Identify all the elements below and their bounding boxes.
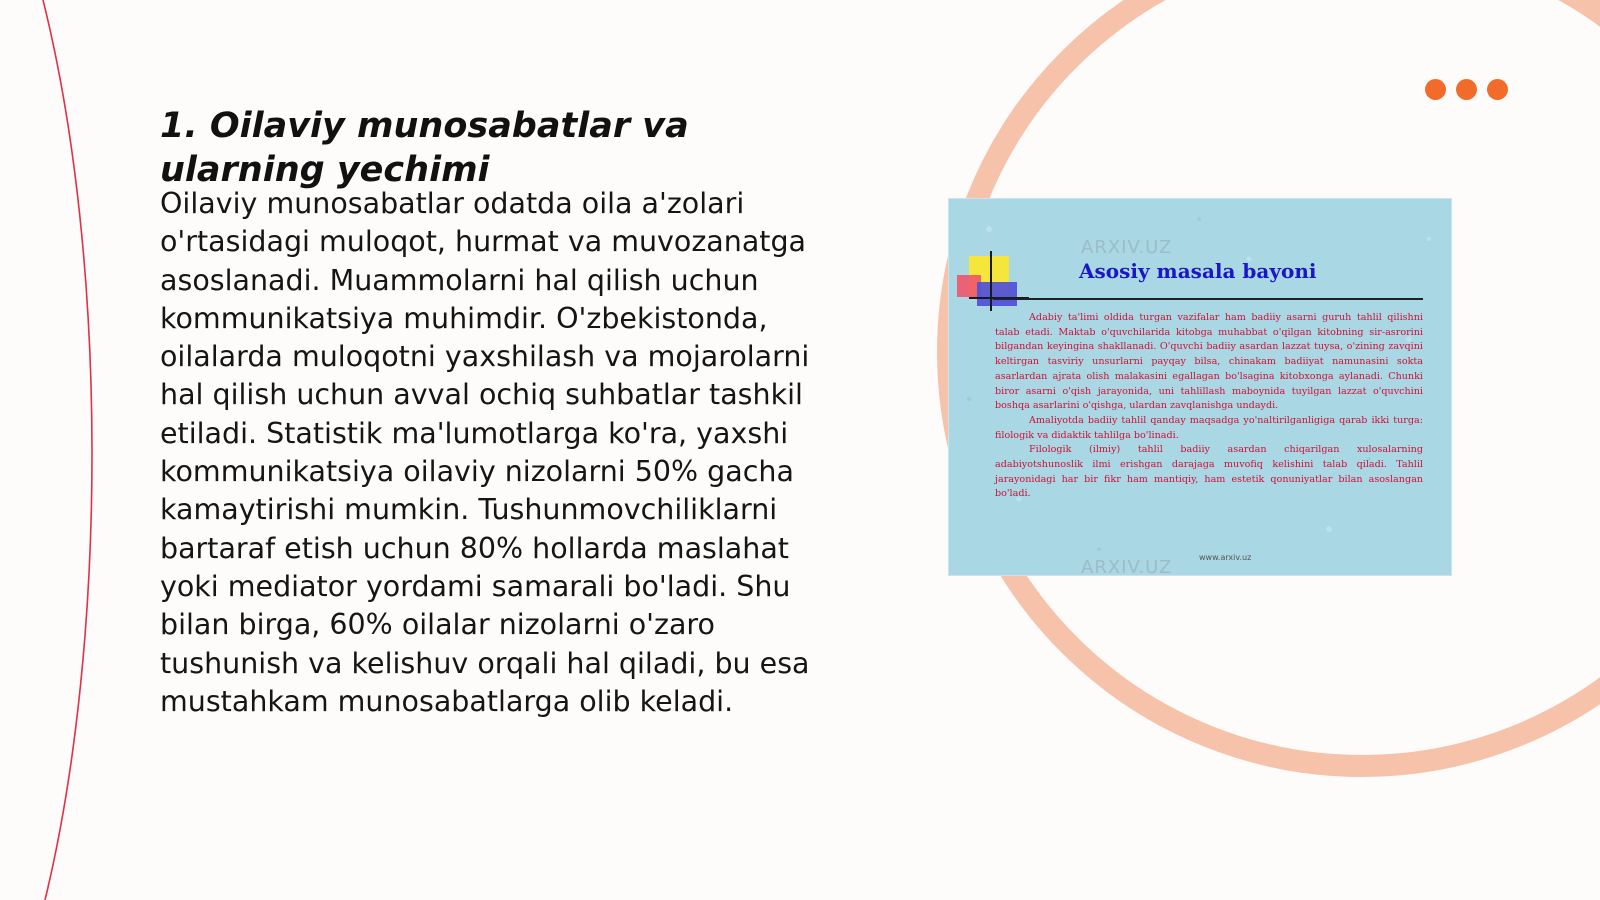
title-rule: [993, 298, 1423, 300]
watermark-bottom: ARXIV.UZ: [1081, 557, 1173, 575]
image-paragraph: Amaliyotda badiiy tahlil qanday maqsadga yo'naltirilganligiga qarab ikki turga: filologik va didaktik tahlilga bo'linadi.: [995, 414, 1423, 441]
image-title: Asosiy masala bayoni: [1079, 259, 1317, 283]
orange-dot: [1487, 79, 1508, 100]
image-paragraph: Adabiy ta'limi oldida turgan vazifalar ham badiiy asarni guruh tahlil qilishni talab etadi. Maktab o'quvchilarida kitobga muhabbat o'qilgan kitobning sir-asrorini bilgandan keyingina shakllanadi. O'quvchi badiiy asardan lazzat tuysa, o'zining zavqini keltirgan tasviriy unsurlarni payqay bilsa, chinakam badiiyat namunasini sokta asarlardan ajrata olish malakasini egallagan bo'lsagina kitobxonga aylanadi. Chunki biror asarni o'qish jarayonida, uni tahlillash maboynida tuyilgan lazzat o'quvchini boshqa asarlarini o'qishga, ulardan zavqlanishga undaydi.: [995, 312, 1423, 412]
left-curve-line: [43, 0, 92, 900]
slide-title: 1. Oilaviy munosabatlar va ularning yechimi: [160, 106, 689, 190]
image-body: [995, 311, 1423, 502]
menu-dots: [1425, 79, 1515, 101]
slide-body-text: Oilaviy munosabatlar odatda oila a'zolari o'rtasidagi muloqot, hurmat va muvozanatga asoslanadi. Muammolarni hal qilish uchun kommunikatsiya muhimdir. O'zbekistonda, oilalarda muloqotni yaxshilash va mojarolarni hal qilish uchun avval ochiq suhbatlar tashkil etiladi. Statistik ma'lumotlarga ko'ra, yaxshi kommunikatsiya oilaviy nizolarni 50% gacha kamaytirishi mumkin. Tushunmovchiliklarni bartaraf etish uchun 80% hollarda maslahat yoki mediator yordami samarali bo'ladi. Shu bilan birga, 60% oilalar nizolarni o'zaro tushunish va kelishuv orqali hal qiladi, bu esa mustahkam munosabatlarga olib keladi.: [160, 187, 810, 718]
watermark-top: ARXIV.UZ: [1081, 237, 1173, 258]
orange-dot: [1456, 79, 1477, 100]
image-footer: www.arxiv.uz: [1199, 553, 1252, 562]
image-paragraph: Filologik (ilmiy) tahlil badiiy asardan chiqarilgan xulosalarning adabiyotshunoslik ilmi erishgan darajaga muvofiq kelishini talab qiladi. Tahlil jarayonidagi har bir fikr ham mantiqiy, ham estetik qonuniyatlar bilan asoslangan bo'ladi.: [995, 444, 1423, 500]
scanned-page-image: [949, 199, 1451, 575]
orange-dot: [1425, 79, 1446, 100]
